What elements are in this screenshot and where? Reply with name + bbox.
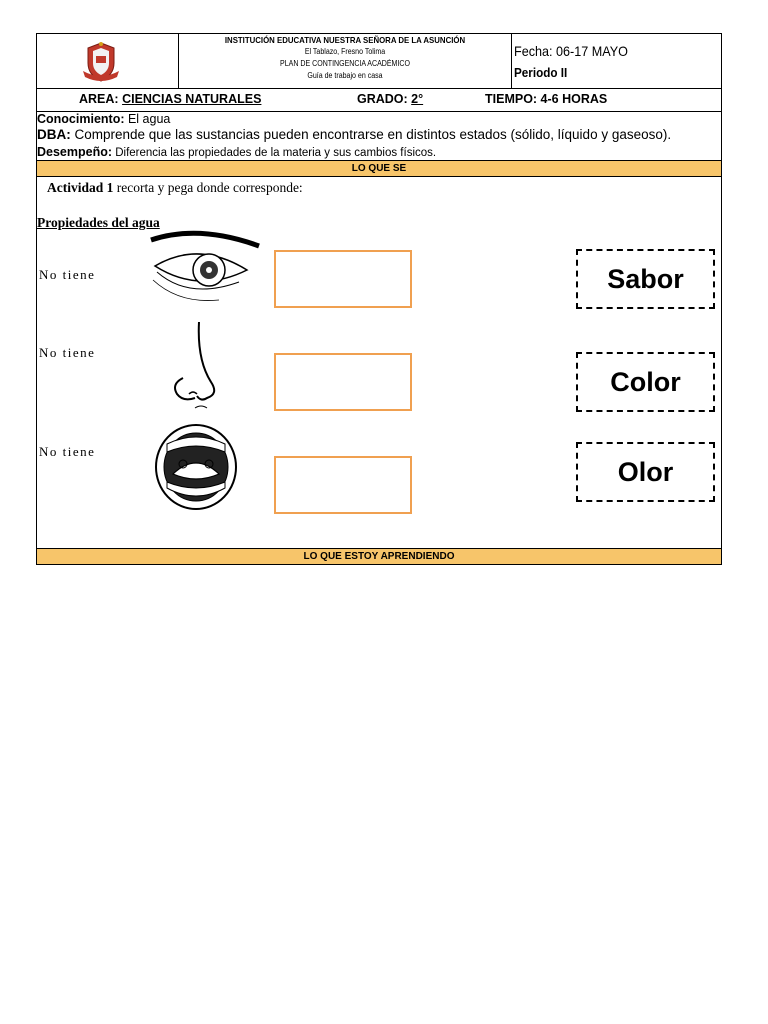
worksheet bbox=[36, 33, 722, 565]
area-field: AREA: CIENCIAS NATURALES bbox=[79, 92, 262, 106]
fecha-text: Fecha: 06-17 MAYO bbox=[514, 43, 628, 59]
tiempo-field: TIEMPO: 4-6 HORAS bbox=[485, 92, 608, 106]
activity-title: Actividad 1 bbox=[47, 180, 114, 195]
section-lo-que-se: LO QUE SE bbox=[37, 160, 721, 177]
activity-line bbox=[47, 180, 303, 196]
area-value: CIENCIAS NATURALES bbox=[122, 92, 262, 106]
row-prefix: No tiene bbox=[39, 267, 96, 282]
institution-location: El Tablazo, Fresno Tolima bbox=[304, 47, 386, 56]
date-cell bbox=[512, 34, 721, 88]
grado-value: 2° bbox=[411, 92, 424, 106]
info-block bbox=[37, 112, 721, 160]
answer-box[interactable] bbox=[274, 456, 412, 514]
eye-icon bbox=[149, 230, 261, 306]
activity-subtitle: Propiedades del agua bbox=[37, 215, 160, 230]
answer-box[interactable] bbox=[274, 353, 412, 411]
cutout-card[interactable]: Olor bbox=[576, 442, 715, 502]
answer-box[interactable] bbox=[274, 250, 412, 308]
row-prefix: No tiene bbox=[39, 444, 96, 459]
periodo-text: Periodo II bbox=[514, 65, 568, 80]
guide-title: Guía de trabajo en casa bbox=[307, 71, 383, 80]
cutout-card[interactable]: Sabor bbox=[576, 249, 715, 309]
area-row bbox=[37, 89, 721, 112]
header-table bbox=[37, 34, 721, 89]
cutout-card[interactable]: Color bbox=[576, 352, 715, 412]
desempeno-line: Desempeño: Diferencia las propiedades de la materia y sus cambios físicos. bbox=[37, 145, 437, 159]
conocimiento-line: Conocimiento: El agua bbox=[37, 112, 171, 126]
mouth-icon bbox=[153, 422, 239, 512]
institution-name: INSTITUCIÓN EDUCATIVA NUESTRA SEÑORA DE LA ASUNCIÓN bbox=[224, 35, 466, 45]
dba-line: DBA: Comprende que las sustancias pueden encontrarse en distintos estados (sólido, líquido y gaseoso). bbox=[37, 127, 672, 142]
nose-icon bbox=[163, 320, 223, 412]
plan-title: PLAN DE CONTINGENCIA ACADÉMICO bbox=[280, 59, 410, 68]
school-crest-icon bbox=[81, 41, 121, 83]
logo-cell bbox=[37, 34, 179, 88]
grado-field: GRADO: 2° bbox=[357, 92, 424, 106]
row-prefix: No tiene bbox=[39, 345, 96, 360]
institution-cell bbox=[179, 34, 512, 88]
activity-instruction: recorta y pega donde corresponde: bbox=[113, 180, 303, 195]
section-lo-que-estoy-aprendiendo: LO QUE ESTOY APRENDIENDO bbox=[37, 548, 721, 565]
